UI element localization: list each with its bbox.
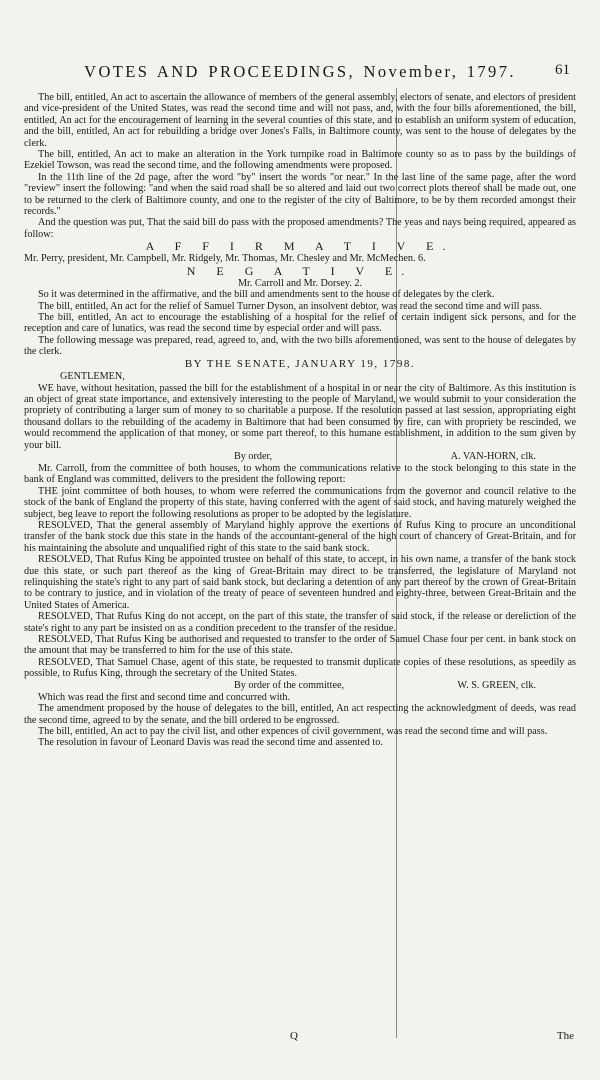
paragraph: THE joint committee of both houses, to whom were referred the communications from the governor and council relative to the stock of the bank of England the property of this state, having conferred with the agent of said stock, and having maturely weighed the subject, beg leave to report the following resolutions as proper to be adopted by the legislature. [24, 485, 576, 520]
paragraph: And the question was put, That the said bill do pass with the proposed amendments? The yeas and nays being required, appeared as follow: [24, 217, 576, 240]
resolution: RESOLVED, That the general assembly of Maryland highly approve the exertions of Rufus King to procure an unconditional transfer of the bank stock due this state in the hands of the accountant-general of the high court of chancery of Great-Britain, and for his maintaining the absolute and unqualified right of this state to the said bank stock. [24, 520, 576, 554]
senate-message: WE have, without hesitation, passed the bill for the establishment of a hospital in or near the city of Baltimore. As this institution is an object of great state importance, and extensively interesting to the people of Maryland, we would submit to your consideration the propriety of contributing a larger sum of money to so charitable a purpose. If the resolution passed at last session, appropriating eight thousand dollars to the rebuilding of the academy in Baltimore that had been consumed by fire, can with propriety be rescinded, we would recommend the application of that money, or some part thereof, to this humane establishment, in addition to the sum given by your bill. [24, 382, 576, 451]
resolution: RESOLVED, That Samuel Chase, agent of this state, be requested to transmit duplicate copies of these resolutions, as speedily as possible, to Rufus King, through the secretary of the United States. [24, 656, 576, 680]
paragraph: Mr. Carroll, from the committee of both houses, to whom the communications relative to the stock belonging to this state in the bank of England was committed, delivers to the president the following report: [24, 462, 576, 486]
signature-name: W. S. GREEN, clk. [457, 679, 536, 691]
paragraph: The bill, entitled, An act to ascertain the allowance of members of the general assembly, electors of senate, and electors of president and vice-president of the United States, was read the second time and will not pass, and, with the four bills aforementioned, the bill, entitled, An act for the encouragement of learning in the several counties of this state, and to establish an uniform system of education, and the bill, entitled, An act for rebuilding a bridge over Jones's Falls, in Baltimore county, was sent to the house of delegates by the clerk. [24, 92, 576, 149]
negative-heading: N E G A T I V E. [186, 263, 414, 278]
senate-dateline: BY THE SENATE, JANUARY 19, 1798. [184, 357, 416, 370]
paragraph: The following message was prepared, read, agreed to, and, with the two bills aforementioned, was sent to the house of delegates by the clerk. [24, 334, 576, 358]
affirmative-heading: A F F I R M A T I V E. [145, 239, 455, 254]
paragraph: The bill, entitled, An act to pay the civil list, and other expences of civil government, was read the second time and will pass. [38, 725, 548, 737]
paragraph: The amendment proposed by the house of delegates to the bill, entitled, An act respecting the acknowledgment of deeds, was read the second time, agreed to by the senate, and the bill ordered to be engrossed. [24, 703, 576, 726]
signature-name: A. VAN-HORN, clk. [450, 450, 536, 462]
resolution: RESOLVED, That Rufus King be appointed trustee on behalf of this state, to accept, in his own name, a transfer of the bank stock due this state, or such part thereof as the king of Great-Britain may direct to be transferred, the legislature of Maryland not relinquishing the state's right to any part of said bank stock, but declaring a detention of any part thereof by the crown of Great-Britain to be contrary to justice, and in violation of the treaty of peace of seventeen hundred and eighty-three, between Great-Britain and the United States of America. [24, 554, 576, 611]
page-header [24, 62, 576, 84]
signature-by: By order of the committee, [234, 679, 345, 691]
paragraph: The bill, entitled, An act for the relief of Samuel Turner Dyson, an insolvent debtor, was read the second time and will pass. [38, 300, 543, 312]
catchword: The [556, 1030, 574, 1042]
running-title: VOTES AND PROCEEDINGS, November, 1797. [84, 62, 516, 81]
salutation: GENTLEMEN, [60, 370, 125, 382]
page-footer [24, 1030, 576, 1046]
signature-mark: Q [290, 1030, 298, 1042]
signature-by: By order, [234, 450, 273, 462]
page-number: 61 [555, 62, 570, 78]
paragraph: So it was determined in the affirmative, and the bill and amendments sent to the house of delegates by the clerk. [38, 289, 495, 301]
paragraph: The bill, entitled, An act to make an alteration in the York turnpike road in Baltimore county so as to pass by the buildings of Ezekiel Towson, was read the second time, and the following amendments were proposed. [24, 149, 576, 172]
paragraph: Which was read the first and second time and concurred with. [38, 691, 291, 703]
paragraph: The bill, entitled, An act to encourage the establishing of a hospital for the relief of certain indigent sick persons, and for the reception and care of lunatics, was read the second time by especial order and will pass. [24, 311, 576, 335]
page-body [24, 92, 576, 749]
resolution: RESOLVED, That Rufus King be authorised and requested to transfer to the order of Samuel Chase four per cent. in bank stock on the amount that may be transferred to him for the use of this state. [24, 634, 576, 657]
signature-block [24, 451, 576, 463]
signature-block [24, 680, 576, 692]
affirmative-votes: Mr. Perry, president, Mr. Campbell, Mr. Ridgely, Mr. Thomas, Mr. Chesley and Mr. McMechen. 6. [24, 253, 426, 265]
paragraph: In the 11th line of the 2d page, after the word "by" insert the words "or near." In the last line of the same page, after the word "review" insert the following: "and when the said road shall be so altered and laid out two correct plots thereof shall be made out, one to be returned to the clerk of Baltimore county, and one to the register of the city of Baltimore, to be by them recorded amongst their records." [24, 171, 576, 218]
resolution: RESOLVED, That Rufus King do not accept, on the part of this state, the transfer of said stock, if the release or dereliction of the state's right to any part be insisted on as a condition precedent to the transfer of the residue. [24, 611, 576, 634]
paragraph: The resolution in favour of Leonard Davis was read the second time and assented to. [38, 737, 383, 749]
negative-votes: Mr. Carroll and Mr. Dorsey. 2. [237, 277, 363, 289]
